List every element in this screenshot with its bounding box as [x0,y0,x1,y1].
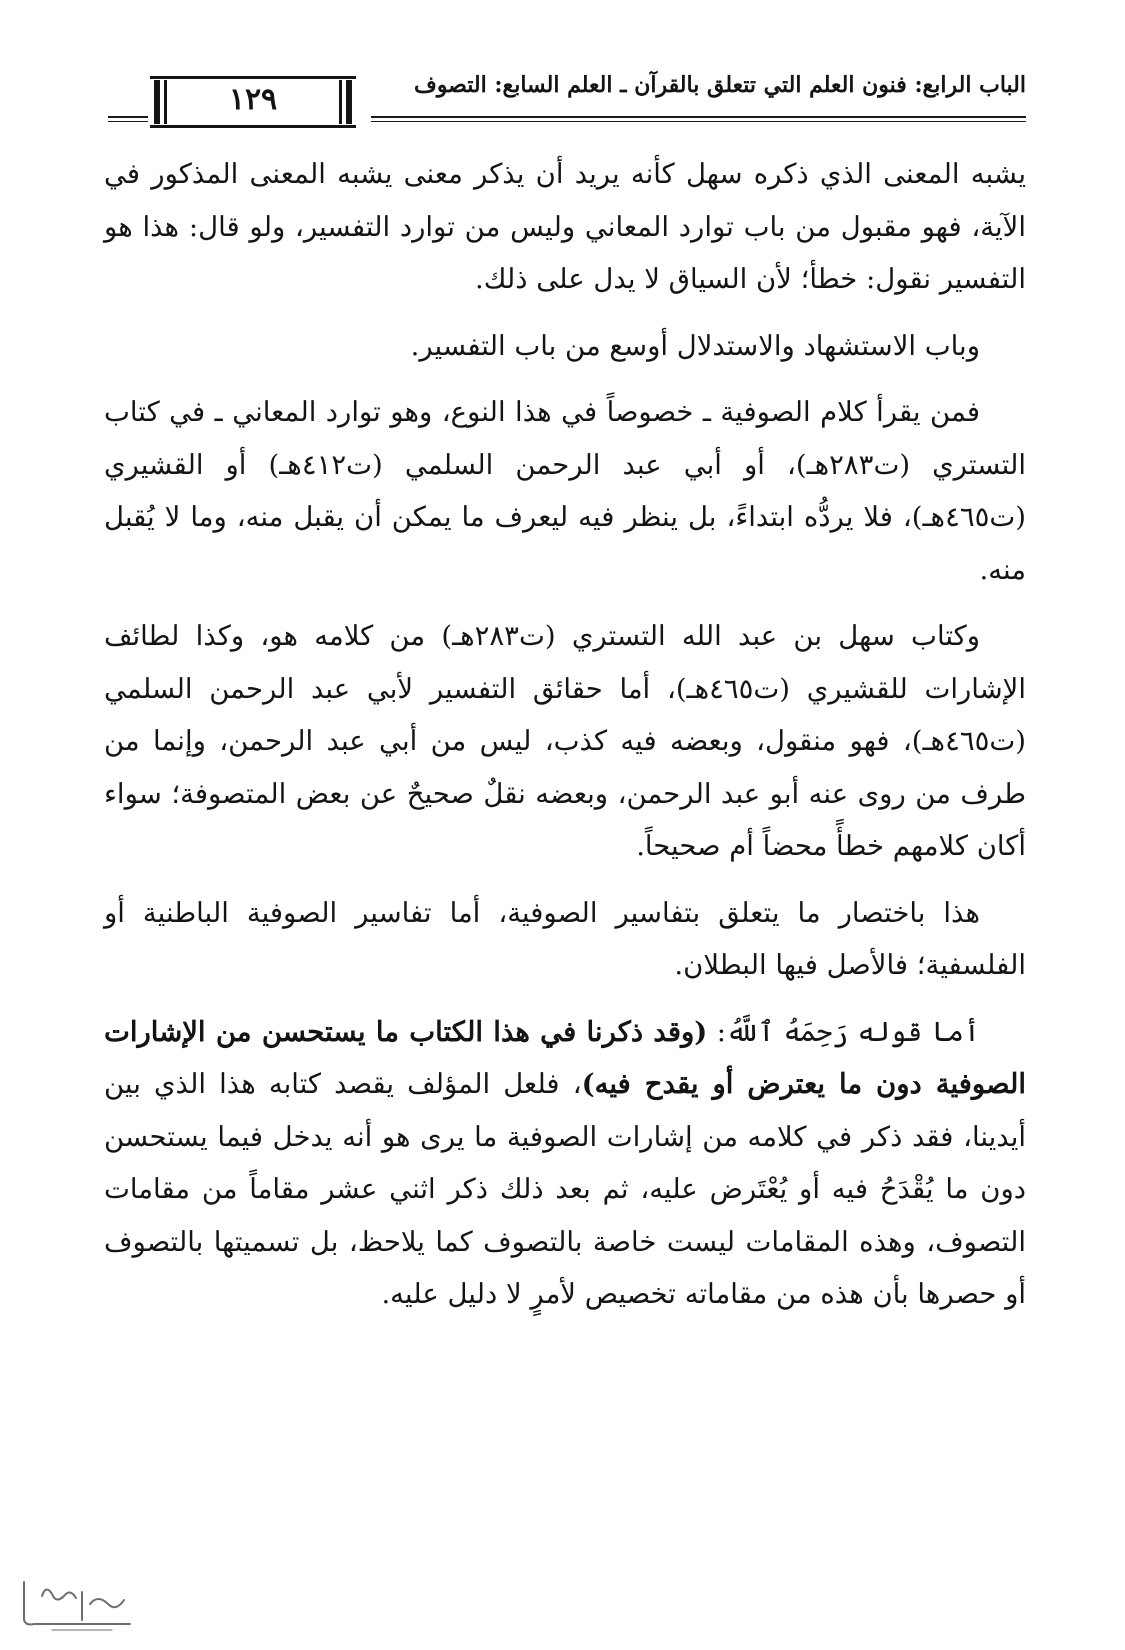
paragraph [104,887,1026,992]
header-rule [108,121,148,122]
publisher-logo [12,1574,142,1636]
page-number: ١٢٩ [228,82,278,117]
running-header [108,68,1026,130]
paragraph-text: ، فلعل المؤلف يقصد كتابه هذا الذي بين أيدينا، فقد ذكر في كلامه من إشارات الصوفية ما يرى هو أنه يدخل فيما يستحسن دون ما يُقْدَحُ فيه أو يُعْتَرض عليه، ثم بعد ذلك ذكر اثني عشر مقاماً من مقامات التصوف، وهذه المقامات ليست خاصة بالتصوف كما يلاحظ، بل تسميتها بالتصوف أو حصرها بأن هذه من مقاماته تخصيص لأمرٍ لا دليل عليه. [104,1068,1026,1310]
paragraph [104,320,1026,373]
paragraph [104,386,1026,596]
paragraph-text: فمن يقرأ كلام الصوفية ـ خصوصاً في هذا النوع، وهو توارد المعاني ـ في كتاب التستري (ت٢٨٣هـ)، أو أبي عبد الرحمن السلمي (ت٤١٢هـ) أو القشيري (ت٤٦٥هـ)، فلا يردُّه ابتداءً، بل ينظر فيه ليعرف ما يمكن أن يقبل منه، وما لا يُقبل منه. [104,396,1026,586]
paragraph-text: يشبه المعنى الذي ذكره سهل كأنه يريد أن يذكر معنى يشبه المعنى المذكور في الآية، فهو مقبول من باب توارد المعاني وليس من توارد التفسير، ولو قال: هذا هو التفسير نقول: خطأ؛ لأن السياق لا يدل على ذلك. [104,158,1026,295]
paragraph-text: وباب الاستشهاد والاستدلال أوسع من باب التفسير. [410,329,980,362]
header-rule [371,121,1026,122]
paragraph [104,148,1026,306]
page-number-frame [148,76,358,128]
page-body [104,148,1026,1335]
paragraph [104,610,1026,873]
paragraph [104,1006,1026,1321]
chapter-title: الباب الرابع: فنون العلم التي تتعلق بالقرآن ـ العلم السابع: التصوف [414,72,1026,98]
header-rule [371,116,1026,118]
paragraph-text: أما قوله رَحِمَهُ ٱللَّهُ: [707,1015,980,1048]
paragraph-text: هذا باختصار ما يتعلق بتفاسير الصوفية، أما تفاسير الصوفية الباطنية أو الفلسفية؛ فالأصل فيها البطلان. [104,896,1026,981]
paragraph-text: وكتاب سهل بن عبد الله التستري (ت٢٨٣هـ) من كلامه هو، وكذا لطائف الإشارات للقشيري (ت٤٦٥هـ)، أما حقائق التفسير لأبي عبد الرحمن السلمي (ت٤٦٥هـ)، فهو منقول، وبعضه فيه كذب، ليس من أبي عبد الرحمن، وإنما من طرف من روى عنه أبو عبد الرحمن، وبعضه نقلٌ صحيحٌ عن بعض المتصوفة؛ سواء أكان كلامهم خطأً محضاً أم صحيحاً. [104,620,1026,862]
quoted-author-text: (وقد ذكرنا في هذا الكتاب ما يستحسن من الإشارات الصوفية دون ما يعترض أو يقدح فيه) [104,1015,1026,1100]
header-rule [108,116,148,118]
